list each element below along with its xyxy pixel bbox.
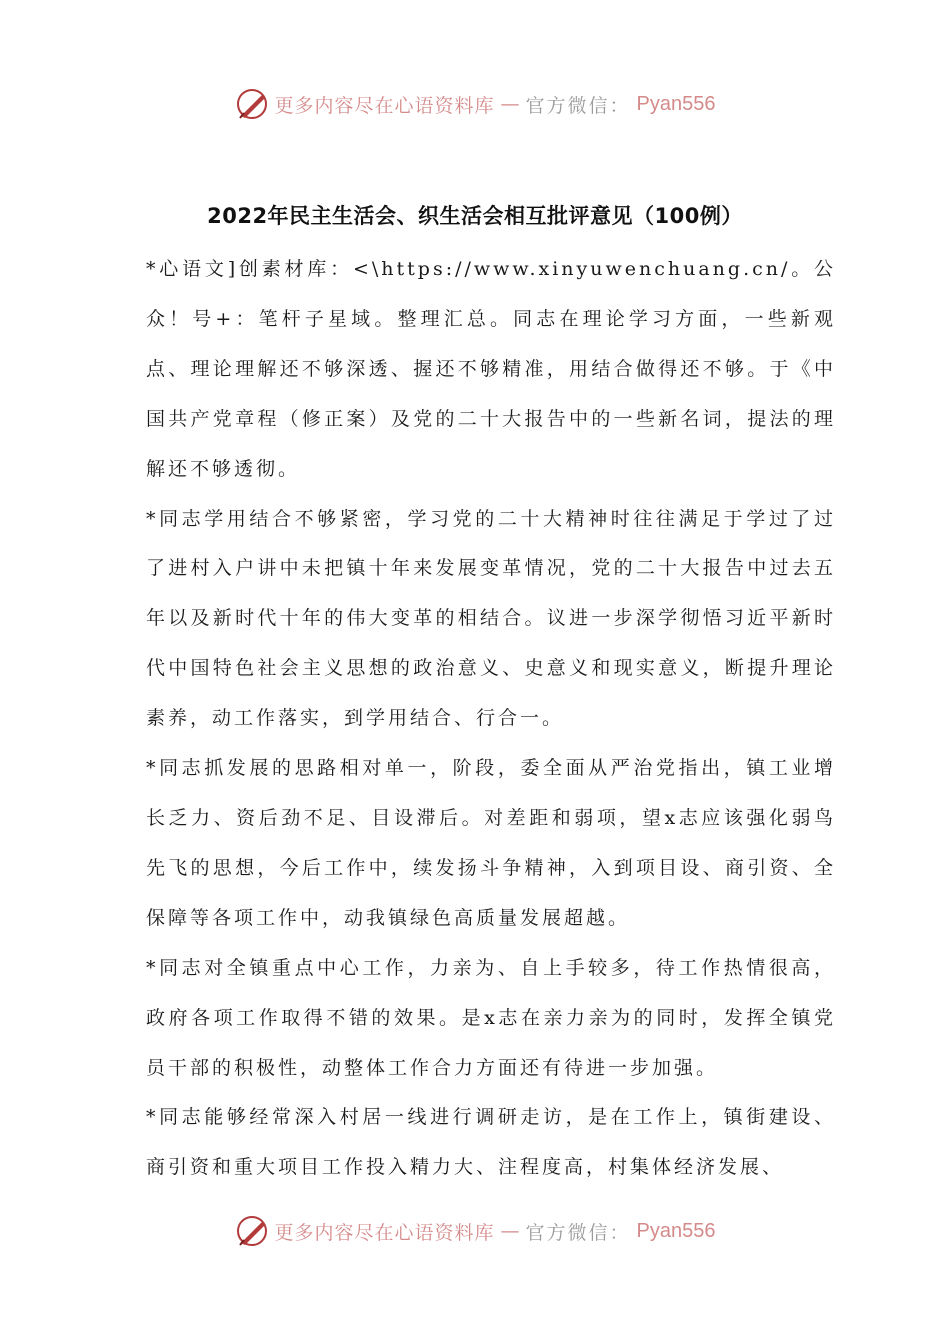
- banner-separator: —: [500, 1220, 520, 1242]
- paragraph: *同志能够经常深入村居一线进行调研走访，是在工作上，镇街建设、商引资和重大项目工作投入精力大、注程度高，村集体经济发展、: [146, 1106, 836, 1179]
- banner-separator: —: [500, 93, 520, 115]
- footer-watermark-banner: [0, 1211, 950, 1251]
- paragraph: *心语文]创素材库：<\https://www.xinyuwenchuang.cn/。公众！号+：笔杆子星域。整理汇总。同志在理论学习方面，一些新观点、理论理解还不够深透、握还不够精准，用结合做得还不够。于《中国共产党章程（修正案）及党的二十大报告中的一些新名词，提法的理解还不够透彻。: [146, 258, 836, 480]
- paragraph: *同志学用结合不够紧密，学习党的二十大精神时往往满足于学过了过了进村入户讲中未把镇十年来发展变革情况，党的二十大报告中过去五年以及新时代十年的伟大变革的相结合。议进一步深学彻悟习近平新时代中国特色社会主义思想的政治意义、史意义和现实意义，断提升理论素养，动工作落实，到学用结合、行合一。: [146, 507, 836, 730]
- paragraph: *同志对全镇重点中心工作，力亲为、自上手较多，待工作热情很高，政府各项工作取得不错的效果。是x志在亲力亲为的同时，发挥全镇党员干部的积极性，动整体工作合力方面还有待进一步加强。: [146, 956, 836, 1079]
- banner-code: Pyan556: [636, 1219, 716, 1242]
- banner-text: 更多内容尽在心语资料库: [274, 94, 495, 117]
- paragraph: *同志抓发展的思路相对单一，阶段，委全面从严治党指出，镇工业增长乏力、资后劲不足、目设滞后。对差距和弱项，望x志应该强化弱鸟先飞的思想，今后工作中，续发扬斗争精神，入到项目设、商引资、全保障等各项工作中，动我镇绿色高质量发展超越。: [146, 757, 836, 929]
- pen-logo-icon: [235, 87, 269, 121]
- banner-text: 更多内容尽在心语资料库: [274, 1221, 495, 1244]
- pen-logo-icon: [235, 1214, 269, 1248]
- header-watermark-banner: [0, 84, 950, 124]
- document-body: [146, 245, 836, 1193]
- banner-tag: 官方微信：: [525, 1221, 631, 1244]
- banner-tag: 官方微信：: [525, 94, 631, 117]
- banner-code: Pyan556: [636, 92, 716, 115]
- document-title: 2022年民主生活会、织生活会相互批评意见（100例）: [207, 204, 743, 228]
